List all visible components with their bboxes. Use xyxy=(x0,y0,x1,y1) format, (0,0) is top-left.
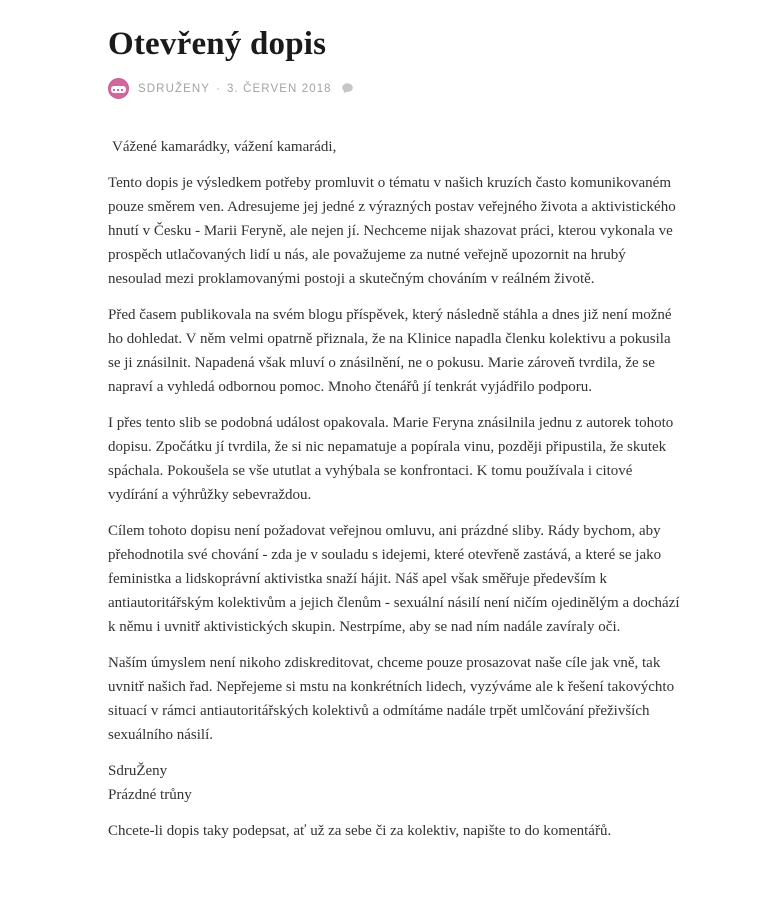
paragraph-2: Tento dopis je výsledkem potřeby promluvit o tématu v našich kruzích často komunikovaném pouze směrem ven. Adresujeme jej jedné z výrazných postav veřejného života a aktivistického hnutí v Česku - Marii Feryně, ale nejen jí. Nechceme nijak shazovat práci, kterou vykonala ve prospěch utlačovaných lidí u nás, ale považujeme za nutné veřejně upozornit na hrubý nesoulad mezi proklamovanými postoji a skutečným chováním v reálném životě. xyxy=(108,175,676,287)
paragraph-3: Před časem publikovala na svém blogu příspěvek, který následně stáhla a dnes již není možné ho dohledat. V něm velmi opatrně přiznala, že na Klinice napadla členku kolektivu a pokusila se ji znásilnit. Napadená však mluví o znásilnění, ne o pokusu. Marie zároveň tvrdila, že se napraví a vyhledá odbornou pomoc. Mnoho čtenářů jí tenkrát vyjádřilo podporu. xyxy=(108,307,672,395)
comment-bubble-icon[interactable] xyxy=(341,82,354,98)
closing-paragraph: Chcete-li dopis taky podepsat, ať už za sebe či za kolektiv, napište to do komentářů. xyxy=(108,823,612,839)
post-meta xyxy=(108,78,680,99)
paragraph-6: Naším úmyslem není nikoho zdiskreditovat, chceme pouze prosazovat naše cíle jak vně, tak uvnitř našich řad. Nepřejeme si mstu na konkrétních lidech, vyzýváme ale k řešení takovýchto situací v rámci antiautoritářských kolektivů a odmítáme nadále trpět umlčování přeživších sexuálního násilí. xyxy=(108,655,675,743)
sdruzeny-logo-avatar xyxy=(108,78,129,99)
avatar-script xyxy=(113,89,124,91)
signature xyxy=(108,759,680,807)
post-date: 3. ČERVEN 2018 xyxy=(227,82,332,95)
article-body xyxy=(108,135,680,843)
paragraphs xyxy=(108,135,680,747)
meta-text xyxy=(138,81,354,97)
page-title: Otevřený dopis xyxy=(108,26,327,62)
paragraph-1: Vážené kamarádky, vážení kamarádi, xyxy=(112,139,337,155)
signature-line-1: SdruŽeny xyxy=(108,763,168,779)
paragraph-5: Cílem tohoto dopisu není požadovat veřejnou omluvu, ani prázdné sliby. Rády bychom, aby přehodnotila své chování - zda je v souladu s idejemi, které otevřeně zastává, a které se jako feministka a lidskoprávní aktivistka snaží hájit. Náš apel však směřuje především k antiautoritářským kolektivům a jejich členům - sexuální násilí není ničím ojedinělým a dochází k němu i uvnitř aktivistických skupin. Nestrpíme, aby se nad ním nadále zavíraly oči. xyxy=(108,523,680,635)
signature-line-2: Prázdné trůny xyxy=(108,787,192,803)
author-name: SDRUŽENY xyxy=(138,82,211,95)
paragraph-4: I přes tento slib se podobná událost opakovala. Marie Feryna znásilnila jednu z autorek tohoto dopisu. Zpočátku jí tvrdila, že si nic nepamatuje a popírala vinu, později připustila, že skutek spáchala. Pokoušela se vše ututlat a vyhýbala se konfrontaci. K tomu používala i citové vydírání a výhrůžky sebevraždou. xyxy=(108,415,674,503)
meta-separator: · xyxy=(216,82,221,95)
